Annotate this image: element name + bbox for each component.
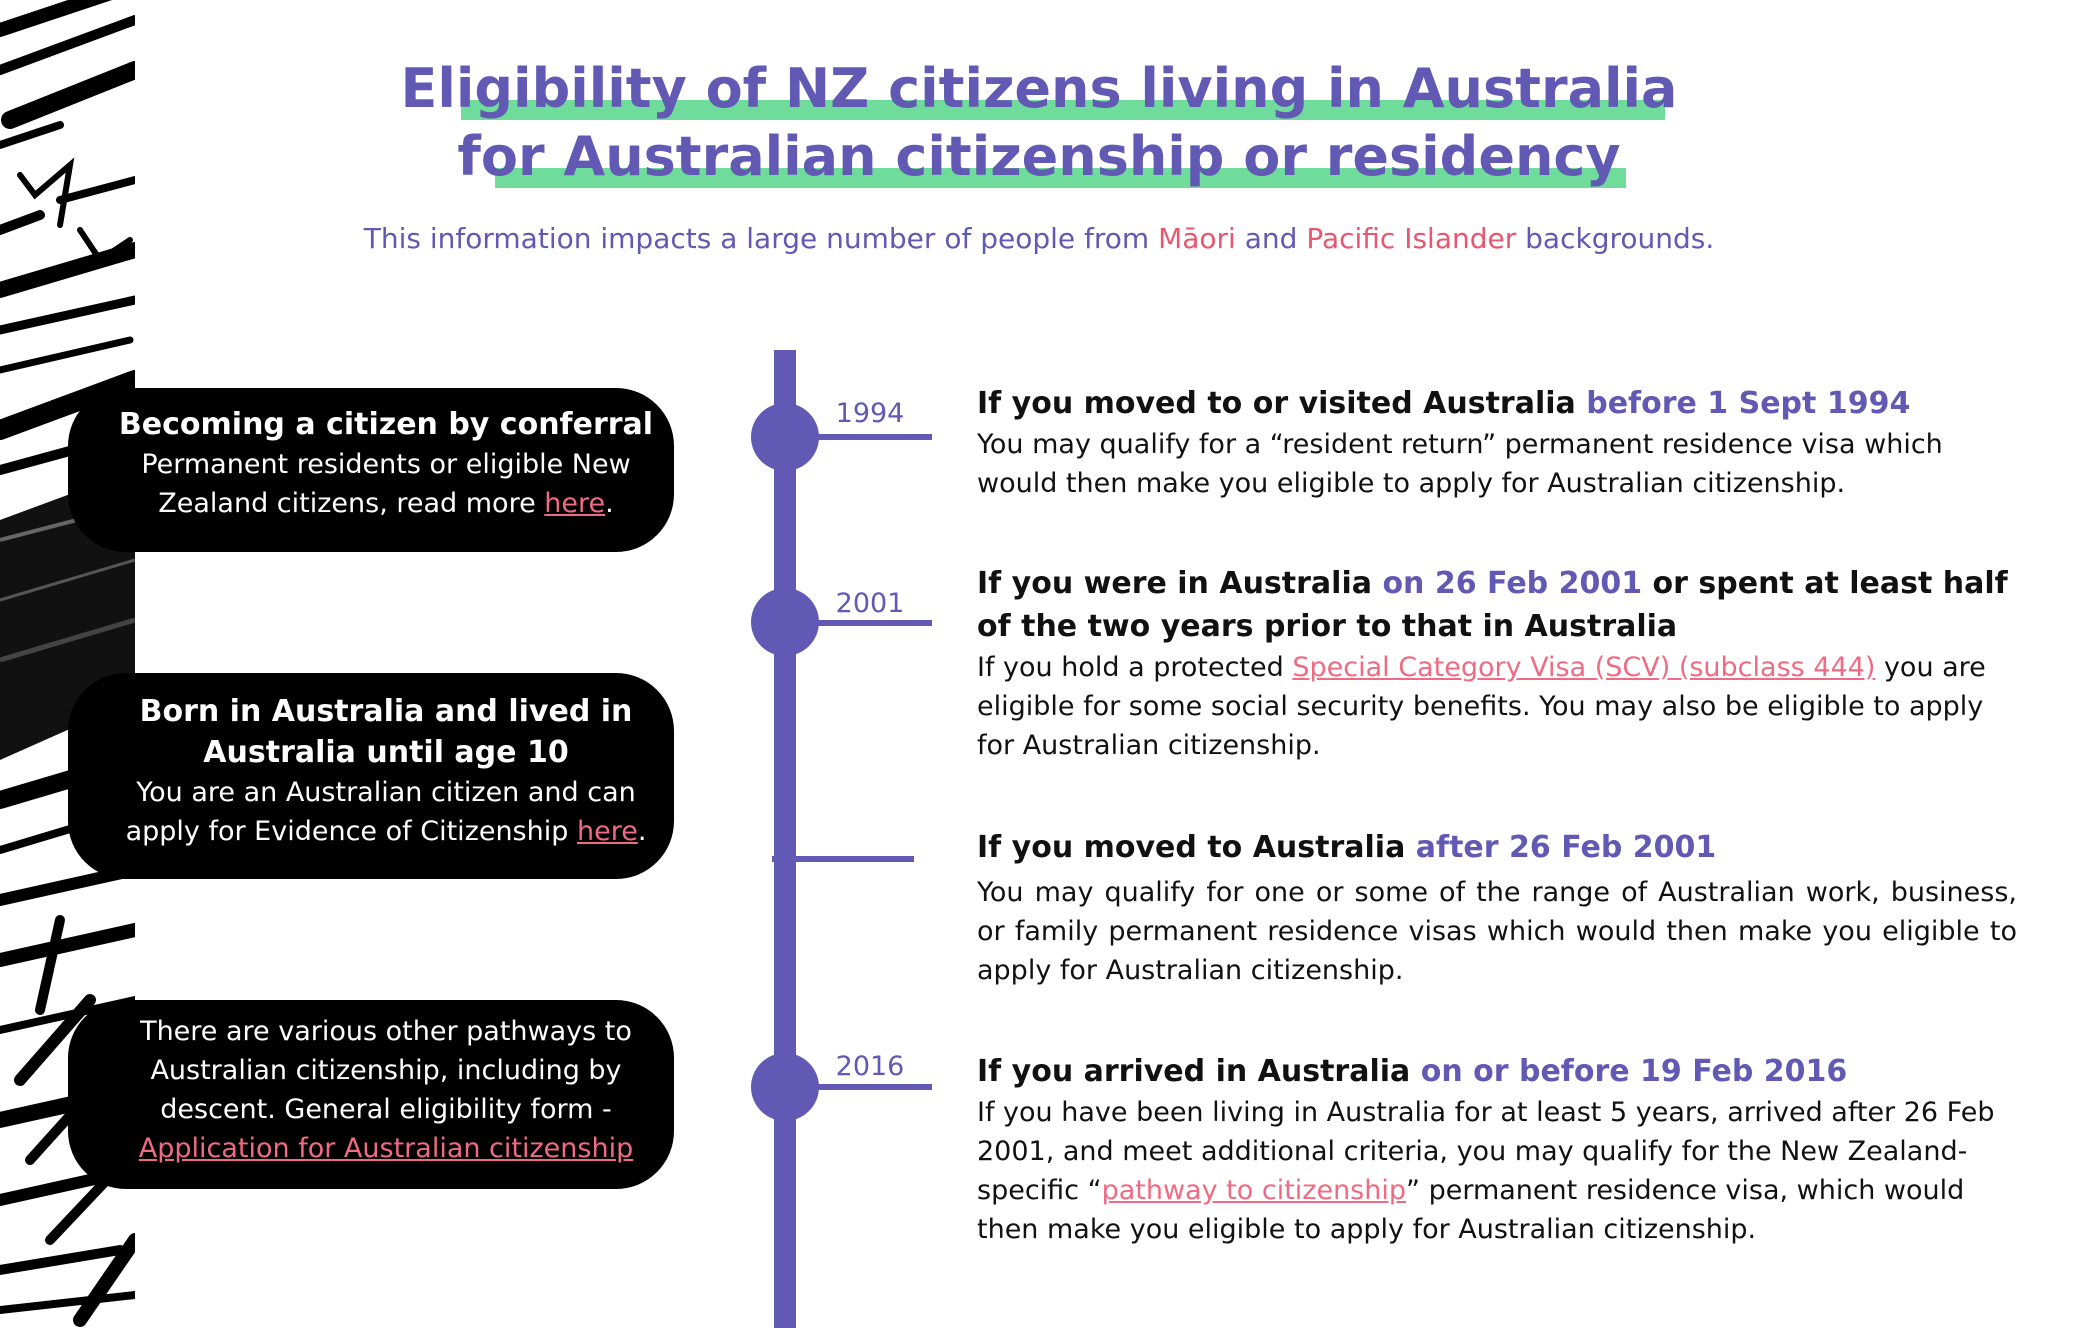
year-2016: 2016: [835, 1051, 905, 1082]
other-body: There are various other pathways to Australian citizenship, including by descent. General eligibility form -: [140, 1016, 632, 1125]
year-1994: 1994: [835, 398, 905, 429]
timeline-line: [774, 350, 796, 1328]
born-body: You are an Australian citizen and can apply for Evidence of Citizenship here.: [125, 777, 647, 847]
subtitle-prefix: This information impacts a large number of people from: [363, 222, 1159, 255]
entry-2001-heading: If you were in Australia on 26 Feb 2001 or spent at least half of the two years prior to that in Australia: [977, 566, 2008, 644]
pathway-to-citizenship-link[interactable]: pathway to citizenship: [1101, 1175, 1407, 1206]
entry-after-2001-heading: If you moved to Australia after 26 Feb 2001: [977, 830, 1717, 865]
entry-1994-body: You may qualify for a “resident return” permanent residence visa which would then make you eligible to apply for Australian citizenship.: [977, 429, 1943, 499]
timeline-tick-2016: [790, 1084, 932, 1090]
born-heading-1: Born in Australia and lived in: [139, 694, 633, 729]
timeline-tick-after-2001: [772, 856, 914, 862]
entry-after-2001-body: You may qualify for one or some of the range of Australian work, business, or family permanent residence visas which would then make you eligible to apply for Australian citizenship.: [977, 877, 2017, 986]
entry-1994: [977, 382, 2017, 503]
born-heading-2: Australia until age 10: [203, 735, 569, 770]
entry-2016-body: If you have been living in Australia for at least 5 years, arrived after 26 Feb 2001, and meet additional criteria, you may qualify for the New Zealand-specific “pathway to citizenship” permanent residence visa, which would then make you eligible to apply for Australian citizenship.: [977, 1097, 1995, 1245]
entry-2001: [977, 562, 2017, 765]
conferral-box: [68, 388, 674, 552]
page-title-line-2: for Australian citizenship or residency: [457, 125, 1621, 188]
conferral-heading: Becoming a citizen by conferral: [118, 407, 654, 442]
entry-after-2001: [977, 826, 2017, 990]
page-title-line-1: Eligibility of NZ citizens living in Australia: [400, 57, 1678, 120]
subtitle-and: and: [1235, 222, 1307, 255]
entry-1994-heading: If you moved to or visited Australia before 1 Sept 1994: [977, 386, 1911, 421]
timeline-tick-2001: [790, 620, 932, 626]
scv-link[interactable]: Special Category Visa (SCV) (subclass 444): [1292, 652, 1876, 683]
other-pathways-box: [68, 1000, 674, 1189]
subtitle-maori: Māori: [1158, 222, 1236, 255]
born-here-link[interactable]: here: [576, 816, 638, 847]
application-citizenship-link[interactable]: Application for Australian citizenship: [138, 1133, 634, 1164]
entry-2001-body: If you hold a protected Special Category Visa (SCV) (subclass 444) you are eligible for some social security benefits. You may also be eligible to apply for Australian citizenship.: [977, 652, 1986, 761]
subtitle-suffix: backgrounds.: [1516, 222, 1715, 255]
timeline-tick-1994: [790, 434, 932, 440]
entry-2016: [977, 1050, 2017, 1249]
year-2001: 2001: [835, 588, 905, 619]
conferral-body: Permanent residents or eligible New Zealand citizens, read more here.: [141, 449, 631, 519]
subtitle-pacific: Pacific Islander: [1306, 222, 1517, 255]
conferral-here-link[interactable]: here: [544, 488, 606, 519]
born-in-australia-box: [68, 673, 674, 879]
subtitle: [0, 222, 2078, 255]
entry-2016-heading: If you arrived in Australia on or before 19 Feb 2016: [977, 1054, 1848, 1089]
